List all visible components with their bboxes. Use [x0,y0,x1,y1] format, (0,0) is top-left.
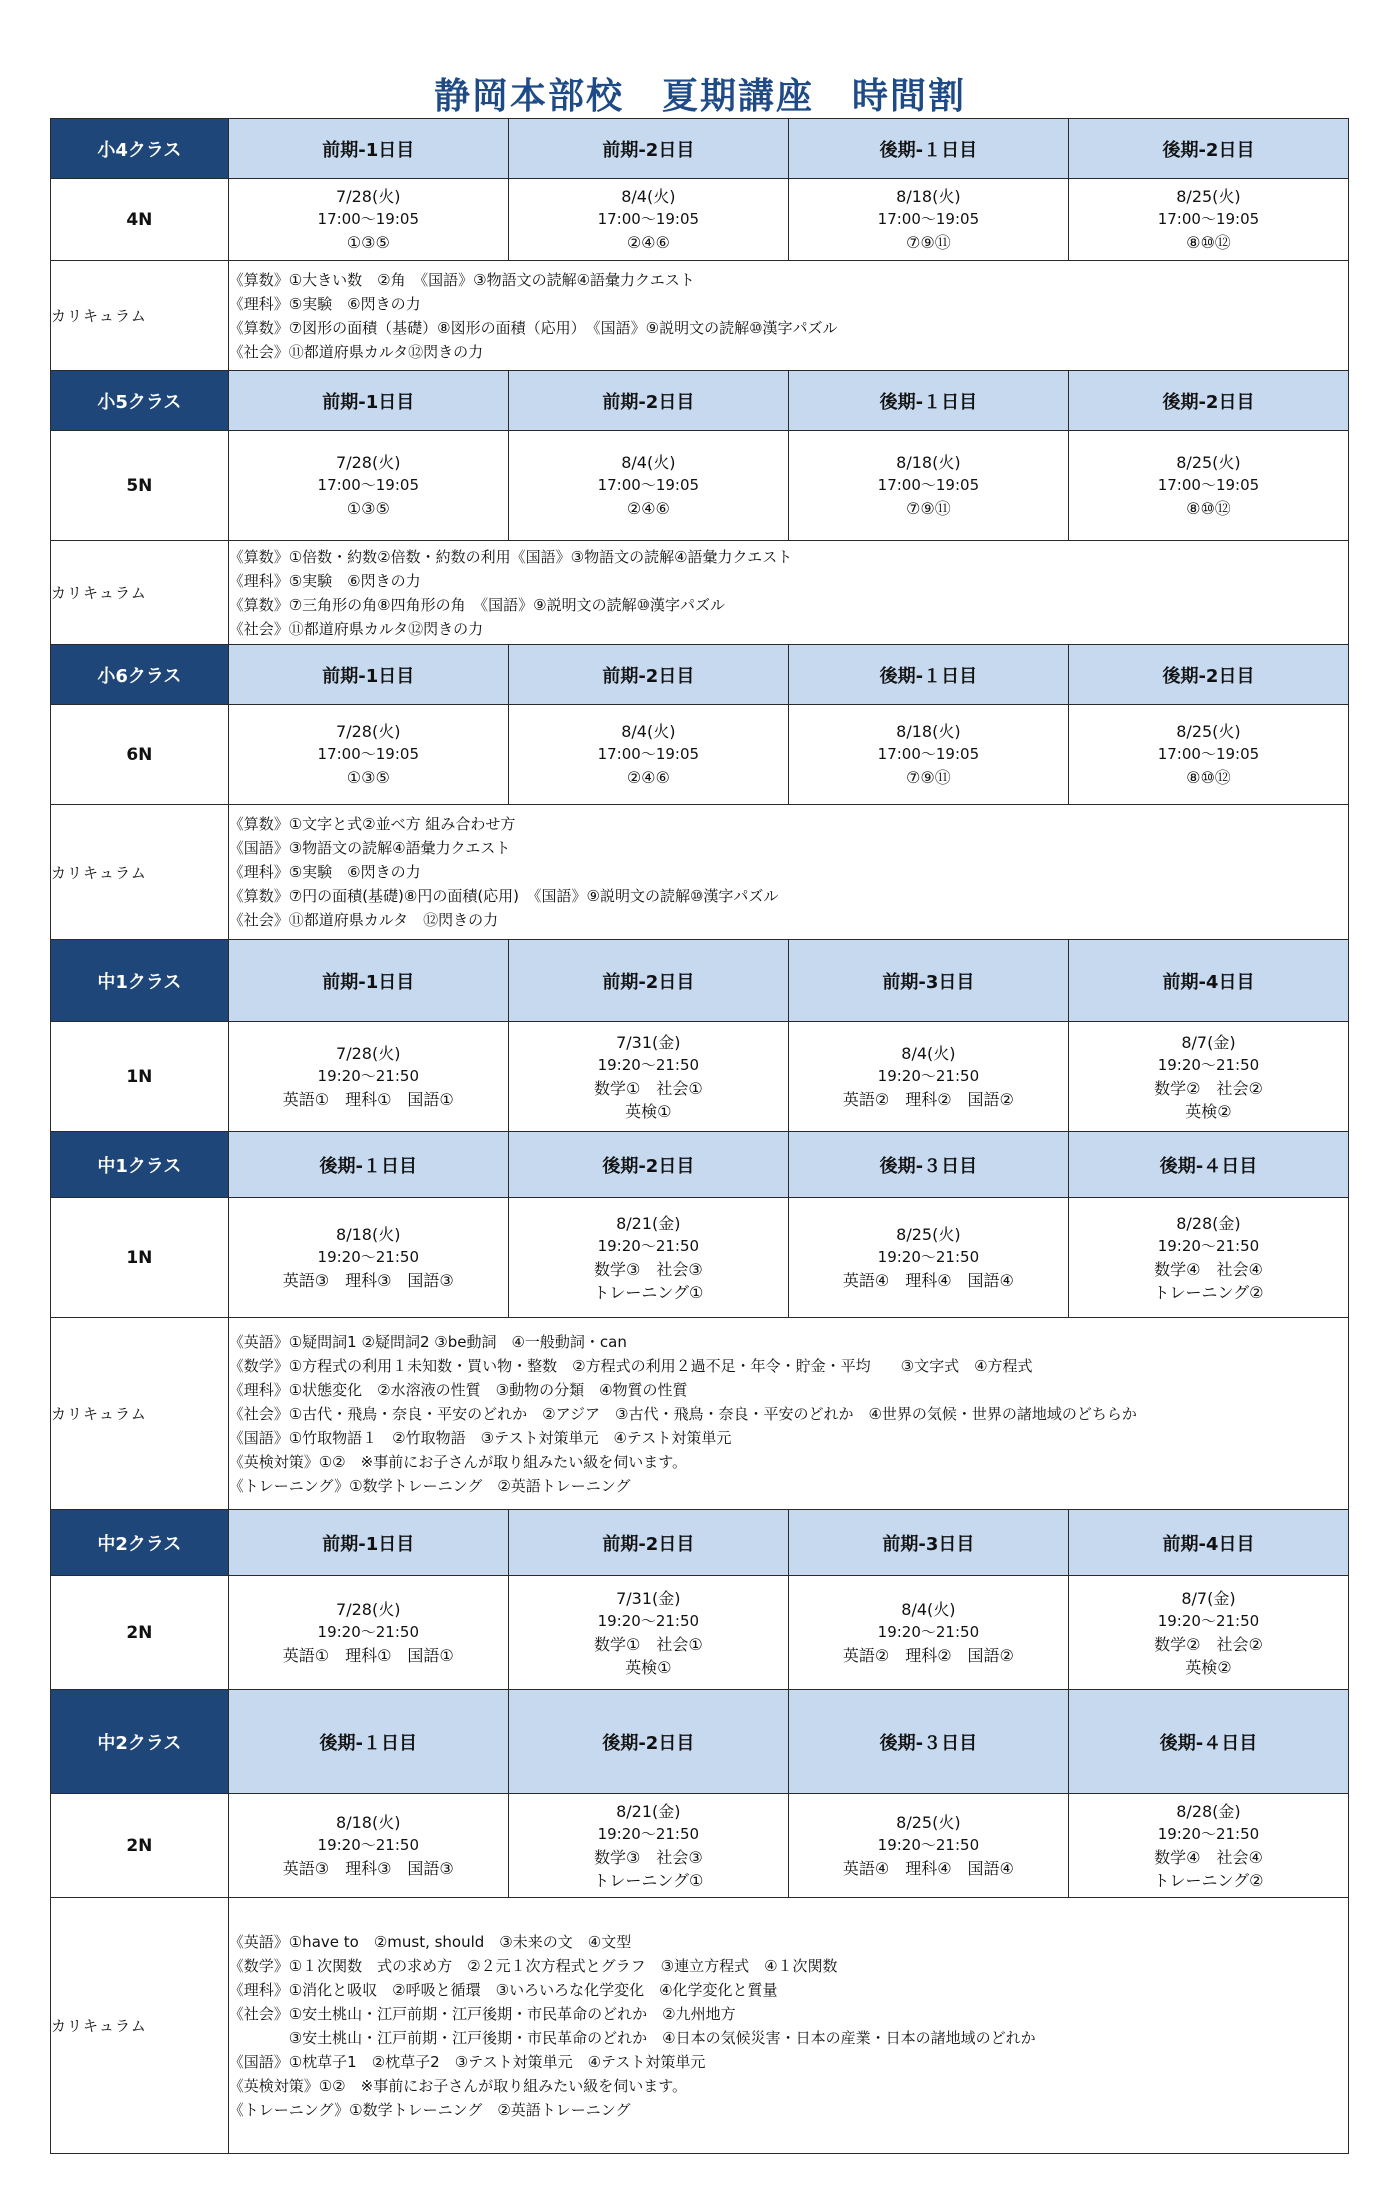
session-lessons: ⑧⑩⑫ [1186,499,1231,518]
session-lessons: 英検① [625,1657,672,1677]
session-time: 17:00〜19:05 [877,745,980,763]
curriculum-line: ③安土桃山・江戸前期・江戸後期・市民革命のどれか ④日本の気候災害・日本の産業・日本の諸地域のどれか [228,2028,1036,2047]
curriculum-line: 《国語》③物語文の読解④語彙力クエスト [228,839,511,857]
class-name: 中2クラス [51,1690,229,1794]
phase-header: 後期-2日目 [508,1690,788,1794]
curriculum-line: 《理科》①状態変化 ②水溶液の性質 ③動物の分類 ④物質の性質 [228,1380,688,1399]
phase-header: 後期-１日目 [228,1132,508,1198]
session-date: 8/25(火) [896,1813,961,1832]
session-cell [788,1576,1068,1690]
session-date: 8/21(金) [616,1801,681,1821]
curriculum-line: 《社会》①安土桃山・江戸前期・江戸後期・市民革命のどれか ②九州地方 [228,2004,736,2023]
curriculum-row [51,1318,1349,1510]
class-code: 1N [51,1198,229,1318]
session-date: 8/18(火) [336,1225,401,1244]
session-date: 8/18(火) [336,1813,401,1832]
curriculum-line: 《理科》⑤実験 ⑥閃きの力 [228,571,421,590]
session-lessons: 数学② 社会② [1154,1078,1263,1098]
session-cell [228,1022,508,1132]
class-name: 中2クラス [51,1510,229,1576]
session-lessons: ②④⑥ [626,233,670,252]
phase-header: 前期-4日目 [1068,1510,1348,1576]
curriculum-line: 《算数》⑦円の面積(基礎)⑧円の面積(応用) 《国語》⑨説明文の読解⑩漢字パズル [228,887,779,905]
session-lessons: ⑧⑩⑫ [1186,233,1231,252]
session-date: 8/25(火) [896,1225,961,1244]
session-date: 7/28(火) [336,722,401,741]
session-lessons: 数学② 社会② [1154,1634,1263,1654]
phase-header: 後期-１日目 [788,119,1068,179]
session-cell [788,1198,1068,1318]
section-g6 [50,644,1349,940]
phase-header: 前期-3日目 [788,940,1068,1022]
session-time: 19:20〜21:50 [1157,1236,1260,1255]
phase-header: 後期-１日目 [228,1690,508,1794]
session-lessons: 英語① 理科① 国語① [282,1646,454,1665]
session-cell [508,1022,788,1132]
phase-header-row [51,645,1349,705]
session-lessons: ⑦⑨⑪ [906,768,951,787]
curriculum-line: 《算数》①倍数・約数②倍数・約数の利用《国語》③物語文の読解④語彙力クエスト [228,547,793,566]
class-code: 2N [51,1794,229,1898]
session-date: 8/4(火) [901,1600,956,1619]
session-cell [508,705,788,805]
page-title: 静岡本部校 夏期講座 時間割 [433,76,966,117]
curriculum-line: 《国語》①枕草子1 ②枕草子2 ③テスト対策単元 ④テスト対策単元 [228,2052,706,2071]
session-time: 17:00〜19:05 [1157,476,1260,494]
session-date: 7/31(金) [616,1032,681,1052]
session-cell [1068,431,1348,541]
session-time: 19:20〜21:50 [597,1236,700,1255]
class-name: 小6クラス [51,645,229,705]
curriculum-line: 《数学》①１次関数 式の求め方 ②２元１次方程式とグラフ ③連立方程式 ④１次関数 [228,1956,838,1975]
phase-header-row [51,940,1349,1022]
class-code: 5N [51,431,229,541]
curriculum-label: カリキュラム [51,1898,229,2154]
phase-header: 前期-1日目 [228,371,508,431]
session-date: 8/4(火) [621,453,676,472]
session-lessons: ⑧⑩⑫ [1186,768,1231,787]
phase-header: 前期-3日目 [788,1510,1068,1576]
session-cell [1068,1794,1348,1898]
session-lessons: 英語② 理科② 国語② [842,1646,1014,1665]
curriculum-line: 《国語》①竹取物語１ ②竹取物語 ③テスト対策単元 ④テスト対策単元 [228,1428,732,1447]
session-lessons: 英語③ 理科③ 国語③ [282,1859,454,1878]
section-j2 [50,1509,1349,2154]
curriculum-line: 《算数》①文字と式②並べ方 組み合わせ方 [228,815,516,833]
phase-header: 後期-１日目 [788,645,1068,705]
session-lessons: ⑦⑨⑪ [906,499,951,518]
session-date: 8/18(火) [896,722,961,741]
session-date: 8/7(金) [1181,1032,1236,1052]
session-time: 19:20〜21:50 [1157,1611,1260,1630]
session-lessons: 英語② 理科② 国語② [842,1090,1014,1109]
session-time: 19:20〜21:50 [317,1623,419,1641]
curriculum-line: 《社会》①古代・飛鳥・奈良・平安のどれか ②アジア ③古代・飛鳥・奈良・平安のどれか ④世界の気候・世界の諸地域のどちらか [228,1404,1137,1423]
session-time: 17:00〜19:05 [317,476,419,494]
session-row [51,1198,1349,1318]
session-date: 8/4(火) [621,722,676,741]
curriculum-content [228,541,1348,645]
class-name: 中1クラス [51,1132,229,1198]
phase-header: 後期-３日目 [788,1690,1068,1794]
section-j1 [50,939,1349,1510]
phase-header-row [51,371,1349,431]
phase-header: 前期-2日目 [508,1510,788,1576]
session-cell [228,1576,508,1690]
phase-header-row [51,1510,1349,1576]
session-lessons: 英検① [625,1101,672,1121]
session-lessons: 数学① 社会① [593,1078,703,1098]
session-cell [1068,1022,1348,1132]
curriculum-row [51,261,1349,371]
class-name: 小5クラス [51,371,229,431]
phase-header: 前期-2日目 [508,119,788,179]
session-date: 7/28(火) [336,1600,401,1619]
class-code: 6N [51,705,229,805]
phase-header: 前期-1日目 [228,119,508,179]
curriculum-content [228,1318,1348,1510]
phase-header: 前期-2日目 [508,645,788,705]
phase-header: 前期-4日目 [1068,940,1348,1022]
session-lessons: トレーニング① [593,1282,704,1302]
phase-header: 後期-３日目 [788,1132,1068,1198]
session-cell [508,179,788,261]
session-time: 19:20〜21:50 [877,1248,980,1266]
curriculum-line: 《算数》①大きい数 ②角 《国語》③物語文の読解④語彙力クエスト [228,270,695,289]
session-cell [508,431,788,541]
curriculum-line: 《社会》⑪都道府県カルタ ⑫閃きの力 [228,911,499,929]
session-cell [508,1198,788,1318]
session-cell [1068,179,1348,261]
session-date: 8/7(金) [1181,1588,1236,1608]
session-lessons: トレーニング② [1153,1870,1264,1890]
session-lessons: 数学③ 社会③ [593,1847,703,1867]
session-lessons: 英語④ 理科④ 国語④ [842,1271,1014,1290]
curriculum-line: 《英語》①疑問詞1 ②疑問詞2 ③be動詞 ④一般動詞・can [228,1332,627,1351]
session-date: 7/28(火) [336,187,401,206]
section-g5 [50,370,1349,645]
session-date: 8/18(火) [896,187,961,206]
session-lessons: 英語③ 理科③ 国語③ [282,1271,454,1290]
session-lessons: ②④⑥ [626,499,670,518]
session-row [51,431,1349,541]
curriculum-label: カリキュラム [51,805,229,940]
phase-header: 前期-1日目 [228,645,508,705]
curriculum-content [228,805,1348,940]
phase-header-row [51,1690,1349,1794]
class-code: 1N [51,1022,229,1132]
session-lessons: ①③⑤ [346,768,390,787]
session-lessons: トレーニング② [1153,1282,1264,1302]
phase-header-row [51,119,1349,179]
session-time: 19:20〜21:50 [597,1055,700,1074]
phase-header: 後期-2日目 [1068,119,1348,179]
session-cell [1068,705,1348,805]
session-cell [508,1794,788,1898]
session-time: 19:20〜21:50 [317,1067,419,1085]
curriculum-line: 《数学》①方程式の利用１未知数・買い物・整数 ②方程式の利用２過不足・年令・貯金・平均 ③文字式 ④方程式 [228,1356,1033,1375]
curriculum-line: 《算数》⑦三角形の角⑧四角形の角 《国語》⑨説明文の読解⑩漢字パズル [228,595,726,614]
session-lessons: ②④⑥ [626,768,670,787]
session-date: 7/31(金) [616,1588,681,1608]
curriculum-label: カリキュラム [51,1318,229,1510]
session-lessons: 英検② [1185,1101,1232,1121]
session-lessons: 数学① 社会① [593,1634,703,1654]
session-cell [788,1794,1068,1898]
phase-header: 後期-４日目 [1068,1690,1348,1794]
phase-header: 前期-2日目 [508,940,788,1022]
session-date: 8/21(金) [616,1213,681,1233]
session-time: 19:20〜21:50 [1157,1824,1260,1843]
curriculum-label: カリキュラム [51,541,229,645]
session-lessons: 英語① 理科① 国語① [282,1090,454,1109]
session-time: 19:20〜21:50 [1157,1055,1260,1074]
session-lessons: 数学④ 社会④ [1154,1847,1263,1867]
curriculum-line: 《社会》⑪都道府県カルタ⑫閃きの力 [228,342,484,361]
session-time: 19:20〜21:50 [597,1611,700,1630]
session-cell [228,179,508,261]
curriculum-line: 《英語》①have to ②must, should ③未来の文 ④文型 [228,1932,632,1951]
curriculum-content [228,1898,1348,2154]
section-g4 [50,118,1349,371]
session-lessons: ①③⑤ [346,233,390,252]
curriculum-line: 《理科》⑤実験 ⑥閃きの力 [228,863,421,881]
session-lessons: 数学③ 社会③ [593,1259,703,1279]
session-date: 8/25(火) [1176,453,1241,472]
phase-header: 後期-2日目 [1068,371,1348,431]
session-date: 8/25(火) [1176,187,1241,206]
session-date: 7/28(火) [336,453,401,472]
session-time: 17:00〜19:05 [877,476,980,494]
curriculum-line: 《理科》①消化と吸収 ②呼吸と循環 ③いろいろな化学変化 ④化学変化と質量 [228,1980,778,1999]
session-time: 19:20〜21:50 [597,1824,700,1843]
session-cell [788,1022,1068,1132]
session-row [51,1576,1349,1690]
session-time: 19:20〜21:50 [317,1248,419,1266]
curriculum-line: 《算数》⑦図形の面積（基礎）⑧図形の面積（応用） 《国語》⑨説明文の読解⑩漢字パズル [228,318,838,337]
curriculum-line: 《トレーニング》①数学トレーニング ②英語トレーニング [228,1476,631,1495]
phase-header-row [51,1132,1349,1198]
session-cell [788,431,1068,541]
session-row [51,1794,1349,1898]
phase-header: 前期-2日目 [508,371,788,431]
curriculum-row [51,541,1349,645]
session-date: 8/4(火) [901,1044,956,1063]
curriculum-content [228,261,1348,371]
session-cell [228,1198,508,1318]
curriculum-line: 《トレーニング》①数学トレーニング ②英語トレーニング [228,2100,631,2119]
phase-header: 後期-１日目 [788,371,1068,431]
phase-header: 前期-1日目 [228,1510,508,1576]
curriculum-line: 《英検対策》①② ※事前にお子さんが取り組みたい級を伺います。 [228,2076,688,2095]
session-time: 19:20〜21:50 [877,1623,980,1641]
session-lessons: ①③⑤ [346,499,390,518]
phase-header: 後期-４日目 [1068,1132,1348,1198]
session-cell [1068,1198,1348,1318]
phase-header: 前期-1日目 [228,940,508,1022]
session-cell [228,705,508,805]
session-cell [228,431,508,541]
session-cell [788,179,1068,261]
session-date: 8/25(火) [1176,722,1241,741]
session-date: 8/4(火) [621,187,676,206]
session-lessons: 英検② [1185,1657,1232,1677]
session-time: 17:00〜19:05 [597,476,700,494]
curriculum-label: カリキュラム [51,261,229,371]
session-row [51,1022,1349,1132]
session-time: 17:00〜19:05 [1157,210,1260,228]
session-lessons: 英語④ 理科④ 国語④ [842,1859,1014,1878]
session-time: 17:00〜19:05 [597,210,700,228]
curriculum-row [51,1898,1349,2154]
session-row [51,705,1349,805]
session-date: 8/28(金) [1176,1213,1241,1233]
session-lessons: トレーニング① [593,1870,704,1890]
phase-header: 後期-2日目 [1068,645,1348,705]
session-cell [1068,1576,1348,1690]
session-date: 8/18(火) [896,453,961,472]
curriculum-line: 《英検対策》①② ※事前にお子さんが取り組みたい級を伺います。 [228,1452,688,1471]
phase-header: 後期-2日目 [508,1132,788,1198]
session-row [51,179,1349,261]
session-lessons: ⑦⑨⑪ [906,233,951,252]
curriculum-line: 《理科》⑤実験 ⑥閃きの力 [228,294,421,313]
curriculum-row [51,805,1349,940]
session-cell [228,1794,508,1898]
class-name: 小4クラス [51,119,229,179]
session-date: 8/28(金) [1176,1801,1241,1821]
session-time: 17:00〜19:05 [317,745,419,763]
class-code: 2N [51,1576,229,1690]
timetable [50,118,1349,2154]
session-cell [788,705,1068,805]
session-time: 17:00〜19:05 [317,210,419,228]
curriculum-line: 《社会》⑪都道府県カルタ⑫閃きの力 [228,619,484,638]
session-date: 7/28(火) [336,1044,401,1063]
session-time: 19:20〜21:50 [877,1836,980,1854]
session-lessons: 数学④ 社会④ [1154,1259,1263,1279]
session-cell [508,1576,788,1690]
session-time: 17:00〜19:05 [877,210,980,228]
class-code: 4N [51,179,229,261]
session-time: 17:00〜19:05 [1157,745,1260,763]
session-time: 17:00〜19:05 [597,745,700,763]
session-time: 19:20〜21:50 [317,1836,419,1854]
session-time: 19:20〜21:50 [877,1067,980,1085]
class-name: 中1クラス [51,940,229,1022]
